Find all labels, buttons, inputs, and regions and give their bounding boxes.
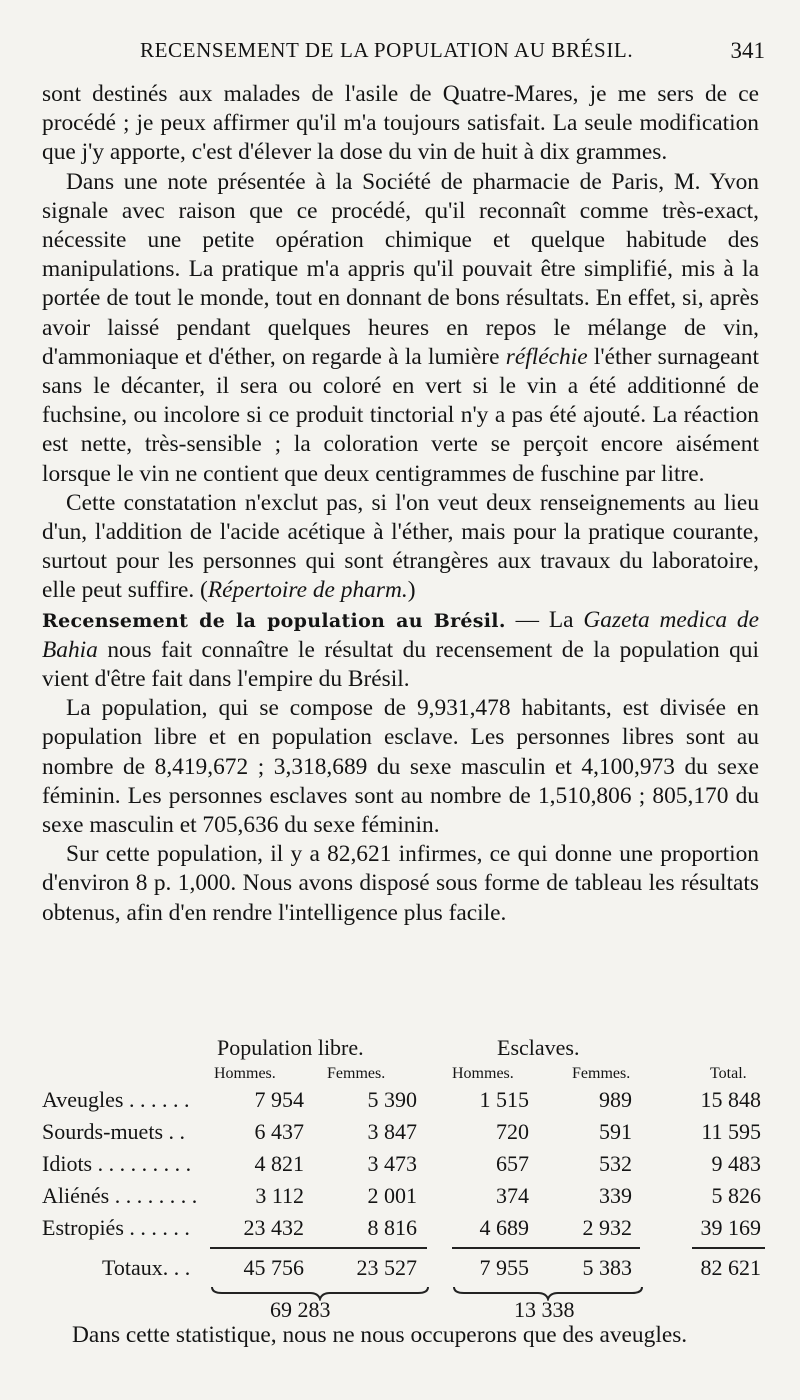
paragraph-2-text-b: l'éther surnageant sans le décanter, il sera ou coloré en vert si le vin a été additionné de fuchsine, ou incolore si ce produit tinctorial n'y a pas été ajouté. La réaction est nette, très-sensible ; la coloration verte se perçoit encore aisément lorsque le vin ne contient que deux centigrammes de fuschine par litre.: [42, 343, 759, 487]
cell: 4 821: [254, 1151, 304, 1176]
cell: 1 515: [479, 1087, 529, 1112]
col-header-femmes-esclaves: Femmes.: [572, 1065, 631, 1082]
paragraph-4-italic: Gazeta medica de Bahia: [42, 606, 759, 663]
cell: 2 001: [367, 1183, 417, 1208]
cell: 5 826: [711, 1183, 761, 1208]
cell: 23 432: [243, 1215, 304, 1240]
row-label: Aveugles . . . . . .: [42, 1087, 190, 1112]
table-row: [42, 1087, 767, 1115]
totals-row: [42, 1255, 767, 1283]
col-header-hommes-esclaves: Hommes.: [452, 1065, 514, 1082]
closing-sentence: Dans cette statistique, nous ne nous occuperons que des aveugles.: [72, 1322, 688, 1348]
cell: 4 689: [479, 1215, 529, 1240]
paragraph-3: [42, 489, 759, 606]
page-header: [130, 38, 765, 68]
section-title: Recensement de la population au Brésil.: [42, 609, 506, 632]
cell: 3 112: [255, 1183, 304, 1208]
subtotal-libre: 69 283: [270, 1297, 331, 1322]
paragraph-2: [42, 168, 759, 489]
body-text: [42, 80, 759, 928]
paragraph-2-italic: réfléchie: [505, 343, 588, 370]
cell: 532: [599, 1151, 632, 1176]
row-label: Idiots . . . . . . . . .: [42, 1151, 192, 1176]
total-cell: 23 527: [356, 1255, 417, 1280]
rule-libre: [210, 1247, 427, 1249]
paragraph-5: La population, qui se compose de 9,931,478 habitants, est divisée en population libre et en population esclave. Les personnes libres sont au nombre de 8,419,672 ; 3,318,689 du sexe masculin et 4,100,973 du sexe féminin. Les personnes esclaves sont au nombre de 1,510,806 ; 805,170 du sexe masculin et 705,636 du sexe féminin.: [42, 695, 759, 839]
cell: 3 473: [367, 1151, 417, 1176]
cell: 989: [599, 1087, 632, 1112]
total-cell: 82 621: [700, 1255, 761, 1280]
paragraph-3-text-a: Cette constatation n'exclut pas, si l'on veut deux renseignements au lieu d'un, l'addition de l'acide acétique à l'éther, mais pour la pratique courante, surtout pour les personnes qui sont étrangères aux travaux du laboratoire, elle peut suffire. (: [42, 489, 759, 604]
paragraph-4-text-a: — La: [505, 606, 584, 633]
row-label: Estropiés . . . . . .: [42, 1215, 190, 1240]
paragraph-3-italic: Répertoire de pharm.: [207, 577, 408, 604]
totals-label: Totaux. . .: [102, 1255, 191, 1280]
running-title: RECENSEMENT DE LA POPULATION AU BRÉSIL.: [140, 38, 634, 62]
table-row: [42, 1215, 767, 1243]
cell: 5 390: [367, 1087, 417, 1112]
table-row: [42, 1119, 767, 1147]
cell: 374: [496, 1183, 529, 1208]
cell: 339: [599, 1183, 632, 1208]
paragraph-6: Sur cette population, il y a 82,621 infirmes, ce qui donne une proportion d'environ 8 p. 1,000. Nous avons disposé sous forme de tableau les résultats obtenus, afin d'en rendre l'intelligence plus facile.: [42, 841, 759, 926]
cell: 2 932: [582, 1215, 632, 1240]
cell: 591: [599, 1119, 632, 1144]
col-header-total: Total.: [710, 1065, 747, 1082]
group-header-esclaves: Esclaves.: [497, 1035, 580, 1060]
subtotal-esclaves: 13 338: [514, 1297, 575, 1322]
group-header-libre: Population libre.: [217, 1035, 364, 1060]
cell: 11 595: [701, 1119, 761, 1144]
cell: 8 816: [367, 1215, 417, 1240]
row-label: Aliénés . . . . . . . .: [42, 1183, 198, 1208]
cell: 6 437: [254, 1119, 304, 1144]
col-header-hommes-libre: Hommes.: [214, 1065, 276, 1082]
paragraph-2-text-a: Dans une note présentée à la Société de pharmacie de Paris, M. Yvon signale avec raison que ce procédé, qu'il reconnaît comme très-exact, nécessite une petite opération chimique et quelque habitude des manipulations. La pratique m'a appris qu'il pouvait être simplifié, mis à la portée de tout le monde, tout en donnant de bons résultats. En effet, si, après avoir laissé pendant quelques heures en repos le mélange de vin, d'ammoniaque et d'éther, on regarde à la lumière: [42, 168, 759, 370]
paragraph-1: sont destinés aux malades de l'asile de Quatre-Mares, je me sers de ce procédé ; je peux affirmer qu'il m'a toujours satisfait. La seule modification que j'y apporte, c'est d'élever la dose du vin de huit à dix grammes.: [42, 81, 759, 166]
table-row: [42, 1151, 767, 1179]
paragraph-4-text-b: nous fait connaître le résultat du recensement de la population qui vient d'être fait dans l'empire du Brésil.: [42, 636, 759, 693]
page-number: 341: [730, 38, 765, 63]
paragraph-3-text-b: ): [407, 577, 416, 604]
cell: 3 847: [367, 1119, 417, 1144]
cell: 720: [496, 1119, 529, 1144]
row-label: Sourds-muets . .: [42, 1119, 185, 1144]
table-row: [42, 1183, 767, 1211]
paragraph-4: [42, 606, 759, 695]
col-header-femmes-libre: Femmes.: [327, 1065, 386, 1082]
total-cell: 7 955: [479, 1255, 529, 1280]
cell: 7 954: [254, 1087, 304, 1112]
cell: 9 483: [711, 1151, 761, 1176]
cell: 39 169: [700, 1215, 761, 1240]
rule-esclaves: [452, 1247, 640, 1249]
total-cell: 45 756: [243, 1255, 304, 1280]
rule-total: [692, 1247, 765, 1249]
cell: 657: [496, 1151, 529, 1176]
cell: 15 848: [700, 1087, 761, 1112]
total-cell: 5 383: [582, 1255, 632, 1280]
